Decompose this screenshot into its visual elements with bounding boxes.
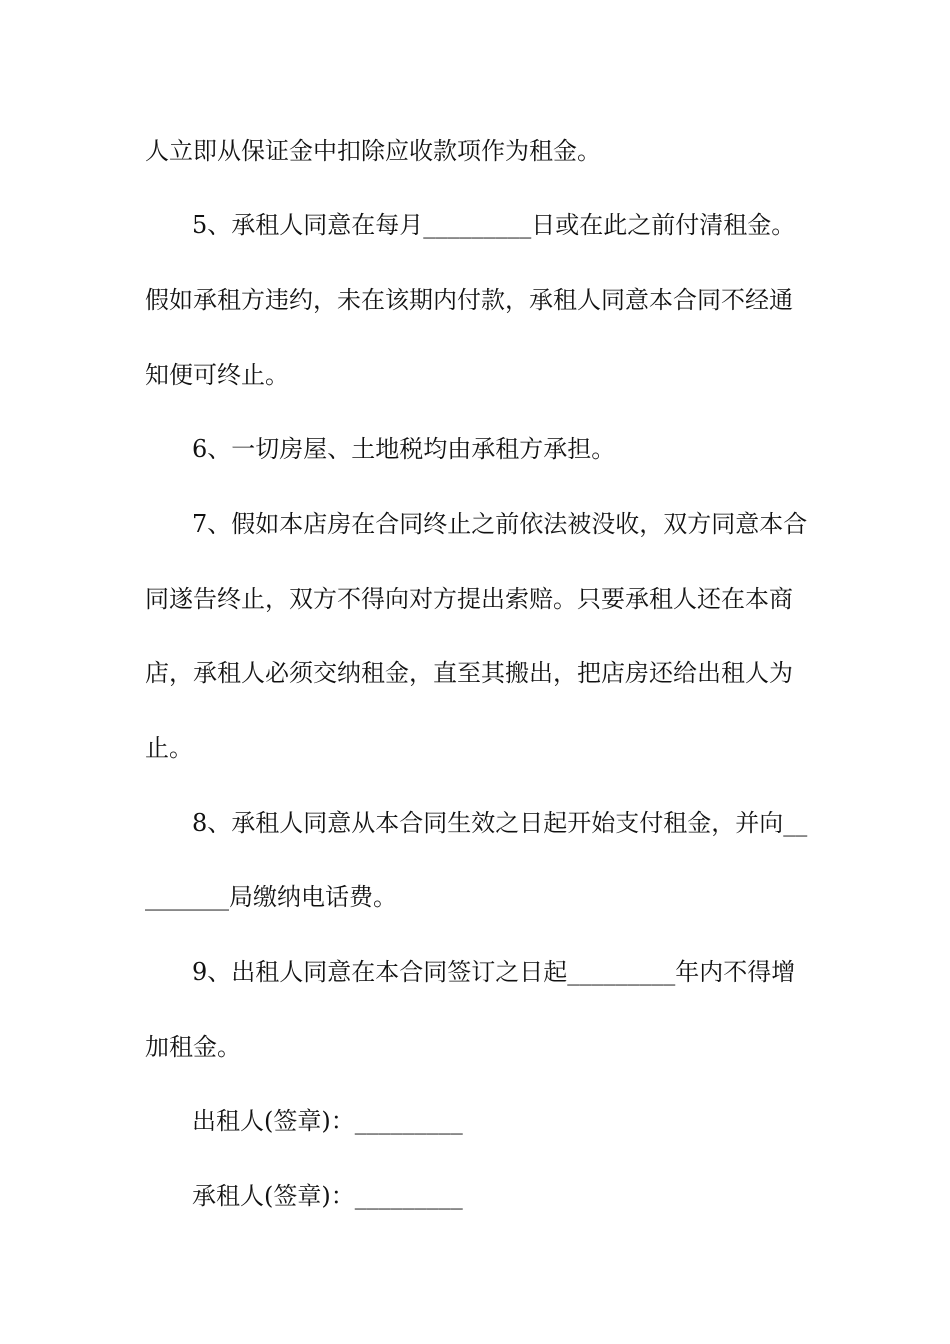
clause-9-line-2: 加租金。 (145, 1033, 241, 1061)
clause-8-line-1: 8、承租人同意从本合同生效之日起开始支付租金，并向__ (192, 809, 808, 837)
clause-6: 6、一切房屋、土地税均由承租方承担。 (192, 435, 616, 463)
lessee-signature: 承租人(签章)：_________ (192, 1182, 463, 1210)
lessor-signature: 出租人(签章)：_________ (192, 1107, 463, 1135)
clause-9-line-1: 9、出租人同意在本合同签订之日起_________年内不得增 (192, 958, 796, 986)
clause-7-line-2: 同遂告终止，双方不得向对方提出索赔。只要承租人还在本商 (145, 585, 793, 613)
text-line-1: 人立即从保证金中扣除应收款项作为租金。 (145, 137, 601, 165)
clause-7-line-4: 止。 (145, 734, 193, 762)
clause-8-line-2: _______局缴纳电话费。 (145, 883, 397, 911)
clause-5-line-1: 5、承租人同意在每月_________日或在此之前付清租金。 (192, 211, 796, 239)
clause-7-line-1: 7、假如本店房在合同终止之前依法被没收，双方同意本合 (192, 510, 808, 538)
clause-7-line-3: 店，承租人必须交纳租金，直至其搬出，把店房还给出租人为 (145, 659, 793, 687)
clause-5-line-3: 知便可终止。 (145, 361, 289, 389)
clause-5-line-2: 假如承租方违约，未在该期内付款，承租人同意本合同不经通 (145, 286, 793, 314)
